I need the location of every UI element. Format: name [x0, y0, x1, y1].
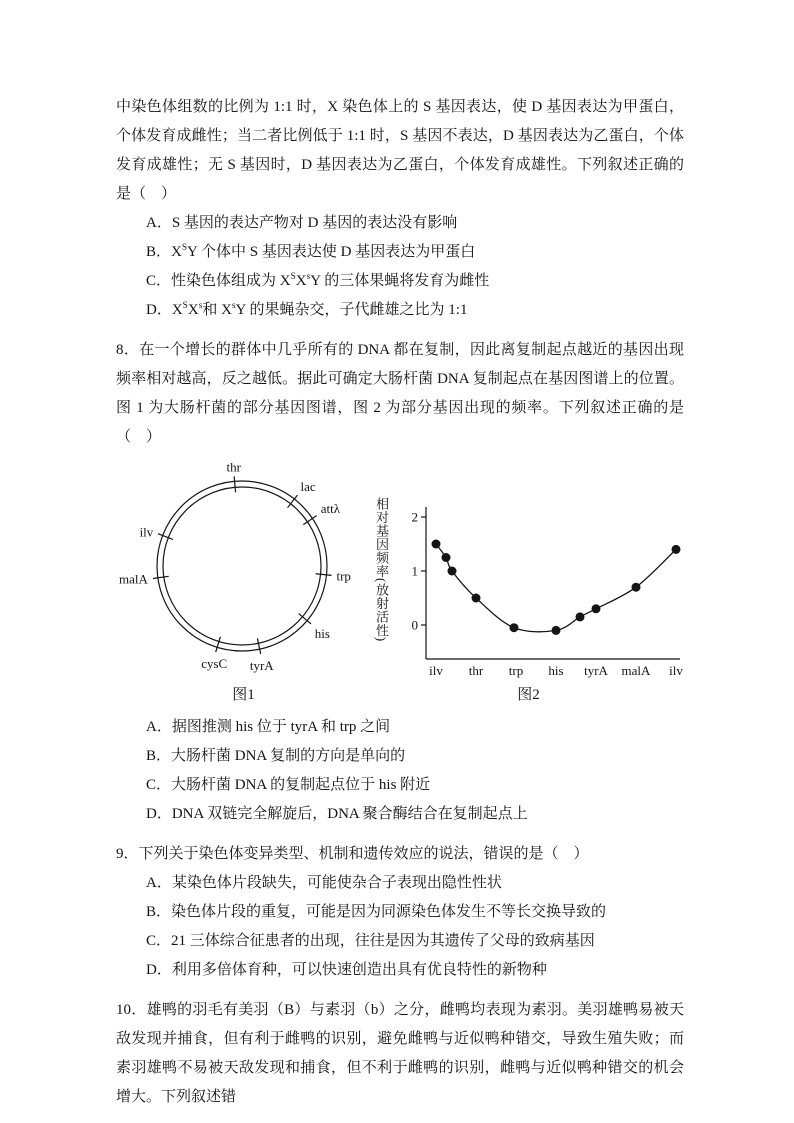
svg-text:his: his — [548, 663, 564, 678]
figure-1-caption: 图1 — [232, 687, 255, 703]
svg-text:tyrA: tyrA — [584, 663, 608, 678]
svg-text:cysC: cysC — [201, 655, 228, 671]
q7-option-d: D．$X^SX^s$和 $X^sY$ 的果蝇杂交，子代雌雄之比为 1:1 — [146, 301, 468, 318]
q8-option-b: B．大肠杆菌 DNA 复制的方向是单向的 — [146, 748, 406, 764]
q8-option-a: A．据图推测 his 位于 tyrA 和 trp 之间 — [146, 719, 391, 735]
q8-option-c: C．大肠杆菌 DNA 的复制起点位于 his 附近 — [146, 777, 431, 793]
svg-text:attλ: attλ — [320, 500, 341, 516]
q9-option-a: A．某染色体片段缺失，可能使杂合子表现出隐性性状 — [146, 875, 502, 891]
figure-1-gene-map — [116, 456, 371, 707]
q7-stem-continuation: 中染色体组数的比例为 1:1 时，X 染色体上的 S 基因表达，使 D 基因表达为甲蛋白，个体发育成雌性；当二者比例低于 1:1 时，S 基因不表达，D 基因表达为乙蛋白，个体发育成雄性；无 S 基因时，D 基因表达为乙蛋白，个体发育成雄性。下列叙述正确的是（ ） — [116, 99, 684, 202]
svg-text:ilv: ilv — [429, 663, 443, 678]
svg-text:ilv: ilv — [669, 663, 683, 678]
svg-text:thr: thr — [226, 459, 241, 475]
q8-option-d: D．DNA 双链完全解旋后，DNA 聚合酶结合在复制起点上 — [146, 806, 528, 822]
q9-stem: 9．下列关于染色体变异类型、机制和遗传效应的说法，错误的是（ ） — [116, 846, 589, 862]
q9-option-d: D．利用多倍体育种，可以快速创造出具有优良特性的新物种 — [146, 962, 547, 978]
figure-2-plot-area — [373, 487, 684, 683]
y-axis-label: 相对基因频率(放射活性) — [374, 497, 389, 642]
gene-frequency-scatter-chart — [390, 487, 684, 683]
svg-text:1: 1 — [411, 563, 418, 579]
figures-row — [116, 456, 684, 707]
svg-text:malA: malA — [119, 571, 148, 587]
q9-option-b: B．染色体片段的重复，可能是因为同源染色体发生不等长交换导致的 — [146, 904, 607, 920]
svg-text:2: 2 — [411, 509, 418, 525]
q7-option-a: A．S 基因的表达产物对 D 基因的表达没有影响 — [146, 215, 458, 231]
circular-gene-map-figure — [116, 456, 371, 683]
figure-2-caption: 图2 — [517, 687, 540, 703]
svg-text:0: 0 — [411, 617, 418, 633]
q8-options — [116, 713, 684, 829]
svg-text:ilv: ilv — [139, 524, 154, 540]
figure-2-chart — [373, 487, 684, 707]
q7-options — [116, 209, 684, 325]
svg-text:thr: thr — [468, 663, 484, 678]
q10-stem: 10．雄鸭的羽毛有美羽（B）与素羽（b）之分，雌鸭均表现为素羽。美羽雄鸭易被天敌发现并捕食，但有利于雌鸭的识别，避免雌鸭与近似鸭种错交，导致生殖失败；而素羽雄鸭不易被天敌发现和捕食，但不利于雌鸭的识别，雌鸭与近似鸭种错交的机会增大。下列叙述错 — [116, 1002, 684, 1105]
q8-stem: 8．在一个增长的群体中几乎所有的 DNA 都在复制，因此离复制起点越近的基因出现频率相对越高，反之越低。据此可确定大肠杆菌 DNA 复制起点在基因图谱上的位置。图 1 为大肠杆菌的部分基因图谱，图 2 为部分基因出现的频率。下列叙述正确的是（ ） — [116, 342, 684, 445]
q9-options — [116, 869, 684, 985]
svg-text:lac: lac — [300, 479, 316, 495]
svg-text:trp: trp — [336, 568, 351, 584]
svg-text:malA: malA — [621, 663, 651, 678]
q7-option-b: B．$X^SY$ 个体中 S 基因表达使 D 基因表达为甲蛋白 — [146, 243, 476, 260]
q7-option-c: C．性染色体组成为 $X^SX^sY$ 的三体果蝇将发育为雌性 — [146, 272, 490, 289]
svg-text:trp: trp — [508, 663, 524, 678]
q9-option-c: C．21 三体综合征患者的出现，往往是因为其遗传了父母的致病基因 — [146, 933, 595, 949]
svg-text:tyrA: tyrA — [249, 657, 274, 673]
svg-text:his: his — [314, 626, 330, 642]
